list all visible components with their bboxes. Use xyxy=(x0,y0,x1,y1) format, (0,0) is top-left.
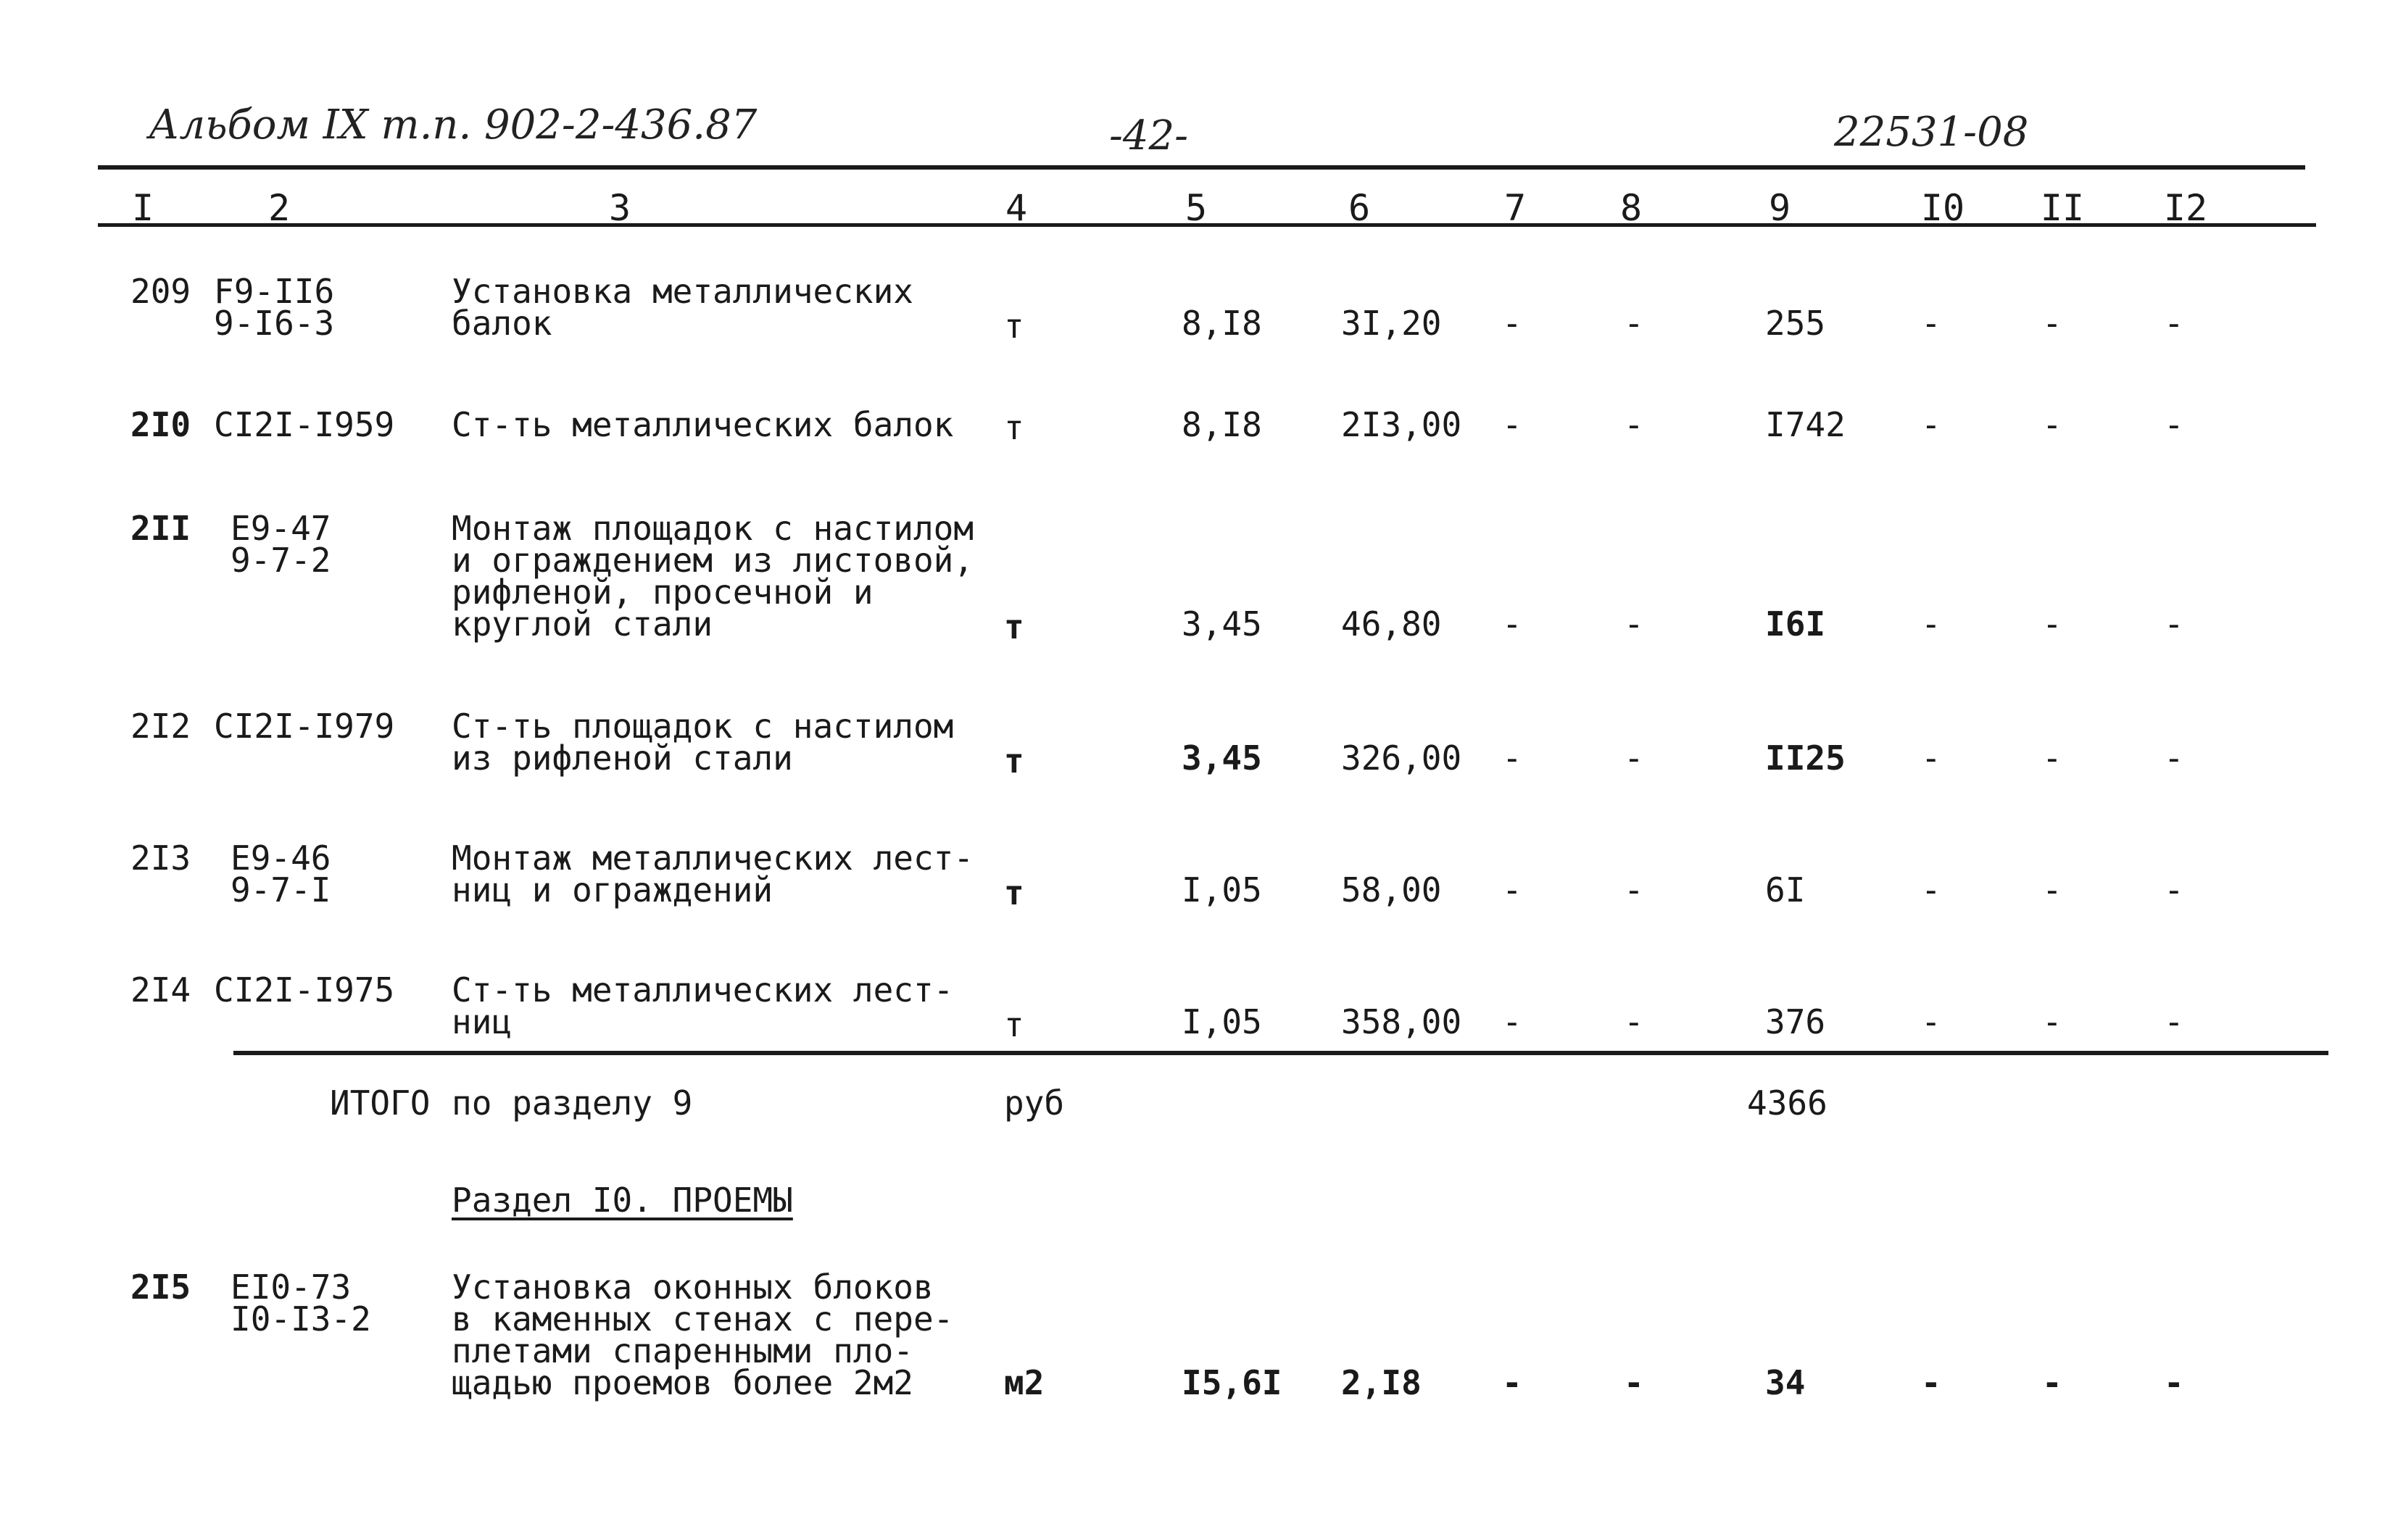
rate-code-sub: 9-7-2 xyxy=(231,541,331,580)
rate-code-sub: I0-I3-2 xyxy=(231,1299,371,1339)
description-line: Ст-ть металлических лест- xyxy=(452,970,954,1010)
description-line: Ст-ть площадок с настилом xyxy=(452,707,954,746)
description-line: Установка металлических xyxy=(452,272,913,311)
row-number: 2II xyxy=(130,509,191,548)
col10-value: - xyxy=(1921,1002,1941,1041)
total-cost: I6I xyxy=(1765,604,1826,644)
column-header-10: I0 xyxy=(1920,187,1965,229)
unit-price: 46,80 xyxy=(1341,604,1442,644)
column-header-1: I xyxy=(131,187,154,229)
section-heading: Раздел I0. ПРОЕМЫ xyxy=(452,1181,793,1220)
unit-price: 326,00 xyxy=(1341,738,1462,778)
description-line: Монтаж металлических лест- xyxy=(452,838,974,878)
unit: т xyxy=(1004,408,1024,447)
column-header-8: 8 xyxy=(1619,187,1643,229)
total-cost: 6I xyxy=(1765,870,1806,910)
description-line: ниц xyxy=(452,1002,513,1041)
col8-value: - xyxy=(1624,1363,1644,1402)
col10-value: - xyxy=(1921,304,1941,343)
column-header-2: 2 xyxy=(267,187,291,229)
total-cost: I742 xyxy=(1765,405,1846,444)
col8-value: - xyxy=(1624,604,1644,644)
col11-value: - xyxy=(2042,1002,2062,1041)
col7-value: - xyxy=(1502,304,1522,343)
column-header-12: I2 xyxy=(2163,187,2208,229)
total-cost: 255 xyxy=(1765,304,1826,343)
description-line: плетами спаренными пло- xyxy=(452,1331,913,1370)
total-cost: II25 xyxy=(1765,738,1846,778)
rate-code: F9-II6 xyxy=(214,272,335,311)
col7-value: - xyxy=(1502,1002,1522,1041)
row-number: 2I5 xyxy=(130,1268,191,1307)
quantity: 8,I8 xyxy=(1182,304,1262,343)
col11-value: - xyxy=(2042,870,2062,910)
col11-value: - xyxy=(2042,604,2062,644)
col10-value: - xyxy=(1921,738,1941,778)
quantity: 8,I8 xyxy=(1182,405,1262,444)
total-cost: 34 xyxy=(1765,1363,1806,1402)
col7-value: - xyxy=(1502,604,1522,644)
col7-value: - xyxy=(1502,1363,1522,1402)
total-unit: руб xyxy=(1004,1083,1065,1123)
rate-code: CI2I-I979 xyxy=(214,707,395,746)
unit: т xyxy=(1004,741,1024,781)
quantity: I,05 xyxy=(1182,1002,1262,1041)
column-header-11: II xyxy=(2040,187,2085,229)
total-cost: 376 xyxy=(1765,1002,1826,1041)
col12-value: - xyxy=(2164,304,2184,343)
document-code: 22531-08 xyxy=(1834,109,2029,156)
col8-value: - xyxy=(1624,405,1644,444)
col12-value: - xyxy=(2164,870,2184,910)
description-line: щадью проемов более 2м2 xyxy=(452,1363,913,1402)
column-header-5: 5 xyxy=(1185,187,1208,229)
col10-value: - xyxy=(1921,604,1941,644)
col10-value: - xyxy=(1921,870,1941,910)
total-label: ИТОГО xyxy=(330,1083,431,1123)
description-line: балок xyxy=(452,304,552,343)
unit: т xyxy=(1004,873,1024,912)
col11-value: - xyxy=(2042,304,2062,343)
unit: т xyxy=(1004,607,1024,646)
col12-value: - xyxy=(2164,604,2184,644)
description-line: Ст-ть металлических балок xyxy=(452,405,954,444)
col7-value: - xyxy=(1502,870,1522,910)
col12-value: - xyxy=(2164,1002,2184,1041)
section-total-rule xyxy=(233,1051,2328,1055)
unit-price: 2,I8 xyxy=(1341,1363,1422,1402)
description-line: Монтаж площадок с настилом xyxy=(452,509,974,548)
unit-price: 58,00 xyxy=(1341,870,1442,910)
page-number: -42- xyxy=(1109,112,1189,159)
column-header-3: 3 xyxy=(608,187,631,229)
row-number: 2I0 xyxy=(130,405,191,444)
quantity: I5,6I xyxy=(1182,1363,1282,1402)
rate-code-sub: 9-7-I xyxy=(231,870,331,910)
row-number: 2I3 xyxy=(130,838,191,878)
quantity: 3,45 xyxy=(1182,604,1262,644)
unit-price: 358,00 xyxy=(1341,1002,1462,1041)
description-line: рифленой, просечной и xyxy=(452,573,874,612)
rate-code: EI0-73 xyxy=(231,1268,352,1307)
col7-value: - xyxy=(1502,405,1522,444)
column-header-4: 4 xyxy=(1005,187,1028,229)
col8-value: - xyxy=(1624,738,1644,778)
column-header-6: 6 xyxy=(1348,187,1371,229)
rate-code: CI2I-I959 xyxy=(214,405,395,444)
row-number: 2I4 xyxy=(130,970,191,1010)
description-line: ниц и ограждений xyxy=(452,870,773,910)
row-number: 2I2 xyxy=(130,707,191,746)
column-header-9: 9 xyxy=(1768,187,1791,229)
album-label: Альбом IX т.п. 902-2-436.87 xyxy=(149,101,758,149)
rate-code-sub: 9-I6-3 xyxy=(214,304,335,343)
unit-price: 3I,20 xyxy=(1341,304,1442,343)
col8-value: - xyxy=(1624,1002,1644,1041)
col8-value: - xyxy=(1624,870,1644,910)
row-number: 209 xyxy=(130,272,191,311)
rate-code: E9-47 xyxy=(231,509,331,548)
description-line: из рифленой стали xyxy=(452,738,793,778)
description-line: круглой стали xyxy=(452,604,713,644)
description-line: Установка оконных блоков xyxy=(452,1268,934,1307)
rate-code: E9-46 xyxy=(231,838,331,878)
col12-value: - xyxy=(2164,738,2184,778)
total-amount: 4366 xyxy=(1747,1083,1827,1123)
unit: т xyxy=(1004,1005,1024,1044)
total-description: по разделу 9 xyxy=(452,1083,693,1123)
col12-value: - xyxy=(2164,405,2184,444)
quantity: I,05 xyxy=(1182,870,1262,910)
quantity: 3,45 xyxy=(1182,738,1262,778)
col7-value: - xyxy=(1502,738,1522,778)
col12-value: - xyxy=(2164,1363,2184,1402)
col10-value: - xyxy=(1921,405,1941,444)
col11-value: - xyxy=(2042,1363,2062,1402)
description-line: в каменных стенах с пере- xyxy=(452,1299,954,1339)
column-header-7: 7 xyxy=(1503,187,1527,229)
rate-code: CI2I-I975 xyxy=(214,970,395,1010)
description-line: и ограждением из листовой, xyxy=(452,541,974,580)
unit: т xyxy=(1004,307,1024,346)
unit-price: 2I3,00 xyxy=(1341,405,1462,444)
col11-value: - xyxy=(2042,405,2062,444)
col10-value: - xyxy=(1921,1363,1941,1402)
header-top-rule xyxy=(98,165,2305,170)
unit: м2 xyxy=(1004,1363,1045,1402)
col11-value: - xyxy=(2042,738,2062,778)
col8-value: - xyxy=(1624,304,1644,343)
